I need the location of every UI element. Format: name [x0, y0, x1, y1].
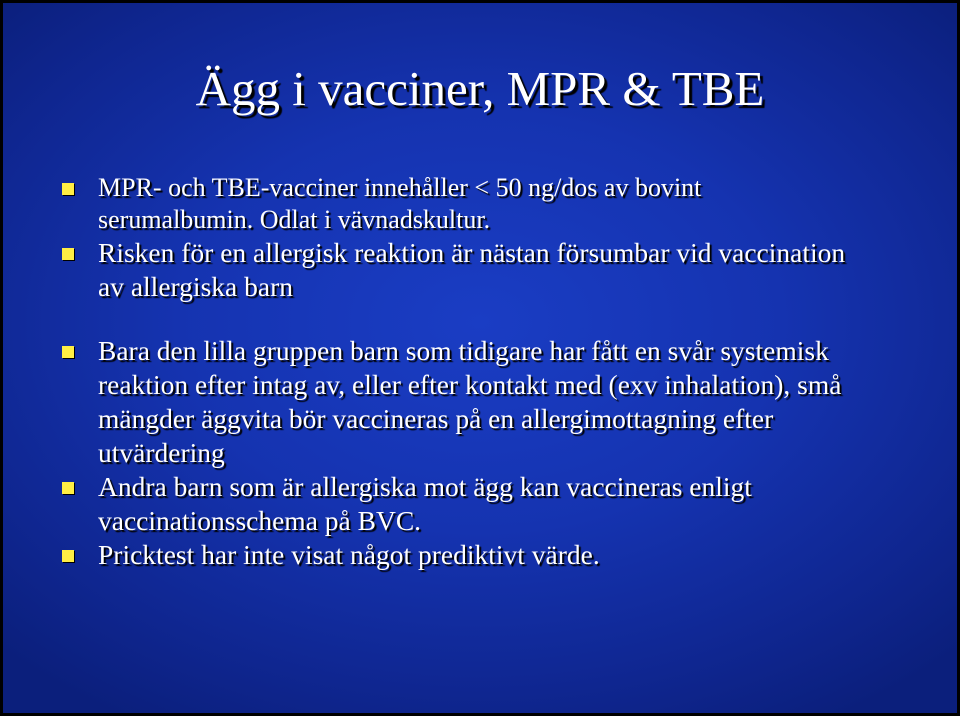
bullet-item — [62, 538, 862, 572]
bullet-item — [62, 334, 862, 470]
bullet-text: Bara den lilla gruppen barn som tidigare har fått en svår systemisk reaktion efter intag av, eller efter kontakt med (exv inhalation), små mängder äggvita bör vaccineras på en allergimottagning efter utvärdering — [98, 335, 842, 468]
square-bullet-icon — [62, 183, 74, 195]
bullet-text: Andra barn som är allergiska mot ägg kan vaccineras enligt vaccinationsschema på BVC. — [98, 471, 752, 536]
slide-title: Ägg i vacciner, MPR & TBE — [195, 61, 765, 116]
bullet-item — [62, 236, 862, 304]
square-bullet-icon — [62, 482, 74, 494]
square-bullet-icon — [62, 346, 74, 358]
bullet-item — [62, 470, 862, 538]
bullet-text: Risken för en allergisk reaktion är nästan försumbar vid vaccination av allergiska barn — [98, 237, 846, 302]
square-bullet-icon — [62, 248, 74, 260]
bullet-text: MPR- och TBE-vacciner innehåller < 50 ng/dos av bovint serumalbumin. Odlat i vävnadskultur. — [98, 173, 702, 234]
square-bullet-icon — [62, 550, 74, 562]
bullet-item — [62, 172, 862, 236]
bullet-text: Pricktest har inte visat något prediktivt värde. — [98, 539, 600, 570]
bullet-list — [62, 172, 862, 572]
